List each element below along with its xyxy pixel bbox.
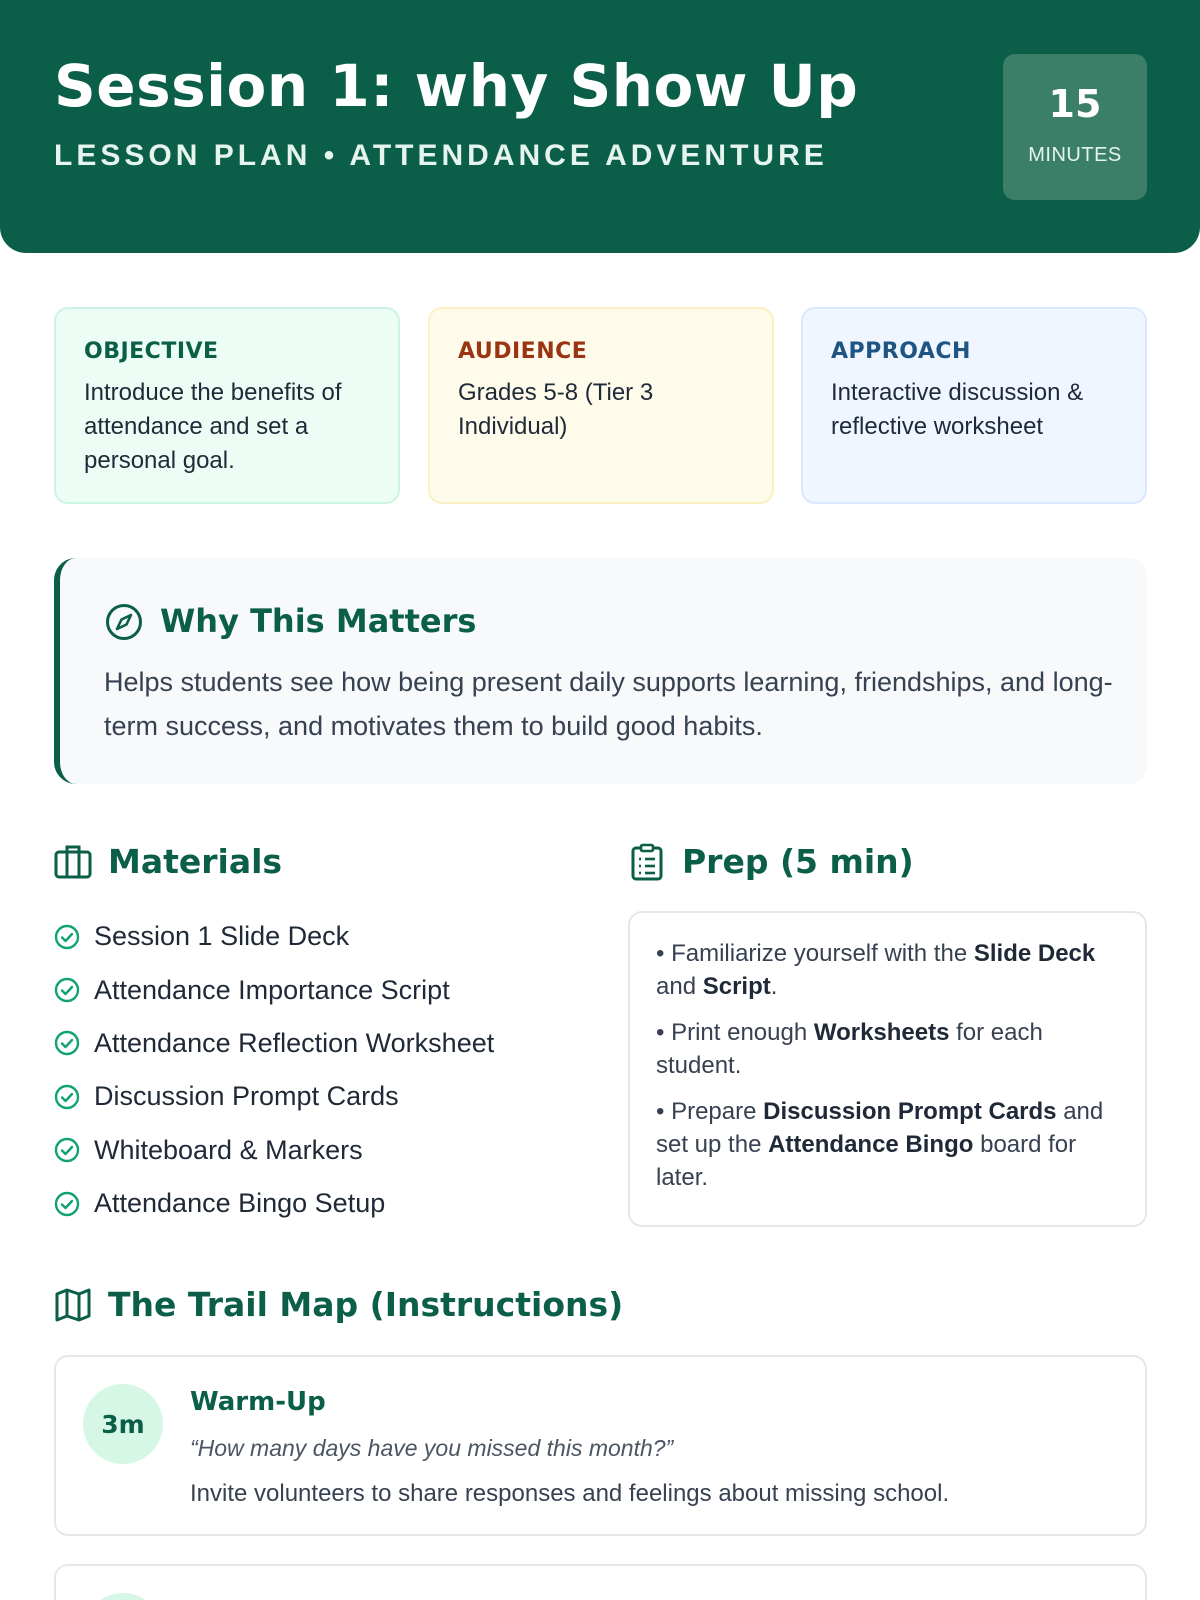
objective-label: OBJECTIVE	[84, 339, 219, 364]
material-label: Whiteboard & Markers	[94, 1134, 363, 1165]
list-item	[54, 1070, 574, 1123]
prep-item	[656, 1016, 1121, 1082]
audience-text: Grades 5-8 (Tier 3 Individual)	[458, 379, 654, 440]
clipboard-icon	[628, 843, 666, 881]
check-circle-icon	[54, 1191, 80, 1217]
step-duration-badge-next	[83, 1593, 163, 1600]
prep-title: Prep (5 min)	[682, 842, 914, 881]
material-label: Attendance Bingo Setup	[94, 1188, 386, 1219]
material-label: Attendance Importance Script	[94, 974, 450, 1005]
trail-map-heading	[54, 1285, 623, 1324]
duration-unit: MINUTES	[1028, 144, 1122, 166]
materials-title: Materials	[108, 842, 283, 881]
check-circle-icon	[54, 977, 80, 1003]
bullet: •	[656, 940, 665, 967]
why-text: Helps students see how being present daily supports learning, friendships, and long-term success, and motivates them to build good habits.	[104, 667, 1113, 741]
prep-text: Prepare	[664, 1098, 764, 1125]
prep-text: .	[770, 973, 778, 1000]
step-card-next	[54, 1564, 1147, 1600]
prep-text: board for later.	[656, 1131, 1077, 1191]
material-label: Session 1 Slide Deck	[94, 921, 350, 952]
prep-text: for each student.	[656, 1019, 1043, 1079]
why-title: Why This Matters	[160, 602, 477, 640]
prep-item	[656, 1095, 1121, 1194]
prep-emphasis: Worksheets	[813, 1019, 950, 1046]
prep-emphasis: Script	[702, 973, 771, 1000]
prep-text: Familiarize yourself with the	[664, 940, 974, 967]
audience-card	[428, 307, 774, 504]
prep-emphasis: Attendance Bingo	[768, 1131, 974, 1158]
objective-card	[54, 307, 400, 504]
prep-text: and	[656, 973, 703, 1000]
materials-list	[54, 910, 574, 1230]
check-circle-icon	[54, 1137, 80, 1163]
bullet: •	[656, 1098, 665, 1125]
step-quote: “How many days have you missed this month?”	[190, 1435, 674, 1461]
list-item	[54, 1124, 574, 1177]
duration-value: 15	[1048, 82, 1102, 126]
list-item	[54, 1177, 574, 1230]
prep-heading	[628, 842, 914, 881]
check-circle-icon	[54, 1084, 80, 1110]
prep-emphasis: Discussion Prompt Cards	[763, 1098, 1057, 1125]
list-item	[54, 1017, 574, 1070]
step-title: Warm-Up	[190, 1387, 326, 1417]
step-card	[54, 1355, 1147, 1536]
material-label: Attendance Reflection Worksheet	[94, 1027, 495, 1058]
lesson-header	[0, 0, 1200, 253]
objective-text: Introduce the benefits of attendance and set a personal goal.	[84, 379, 342, 474]
compass-icon	[105, 603, 143, 641]
materials-heading	[54, 842, 282, 881]
approach-card	[801, 307, 1147, 504]
list-item	[54, 910, 574, 963]
map-icon	[54, 1286, 92, 1324]
trail-map-title: The Trail Map (Instructions)	[108, 1285, 624, 1324]
prep-text: Print enough	[664, 1019, 814, 1046]
approach-text: Interactive discussion & reflective worksheet	[831, 379, 1084, 440]
page-title: Session 1: why Show Up	[54, 52, 859, 120]
why-this-matters-callout	[54, 558, 1147, 784]
check-circle-icon	[54, 1030, 80, 1056]
approach-label: APPROACH	[831, 339, 971, 364]
duration-badge	[1003, 54, 1147, 200]
prep-emphasis: Slide Deck	[973, 940, 1096, 967]
step-description: Invite volunteers to share responses and feelings about missing school.	[190, 1480, 950, 1507]
page-subtitle: LESSON PLAN • ATTENDANCE ADVENTURE	[54, 139, 828, 172]
list-item	[54, 963, 574, 1016]
briefcase-icon	[54, 843, 92, 881]
prep-item	[656, 937, 1121, 1003]
step-duration-badge: 3m	[83, 1384, 163, 1464]
prep-checklist	[628, 911, 1147, 1227]
audience-label: AUDIENCE	[458, 339, 588, 364]
prep-text: and set up the	[656, 1098, 1104, 1158]
material-label: Discussion Prompt Cards	[94, 1081, 399, 1112]
check-circle-icon	[54, 924, 80, 950]
bullet: •	[656, 1019, 665, 1046]
